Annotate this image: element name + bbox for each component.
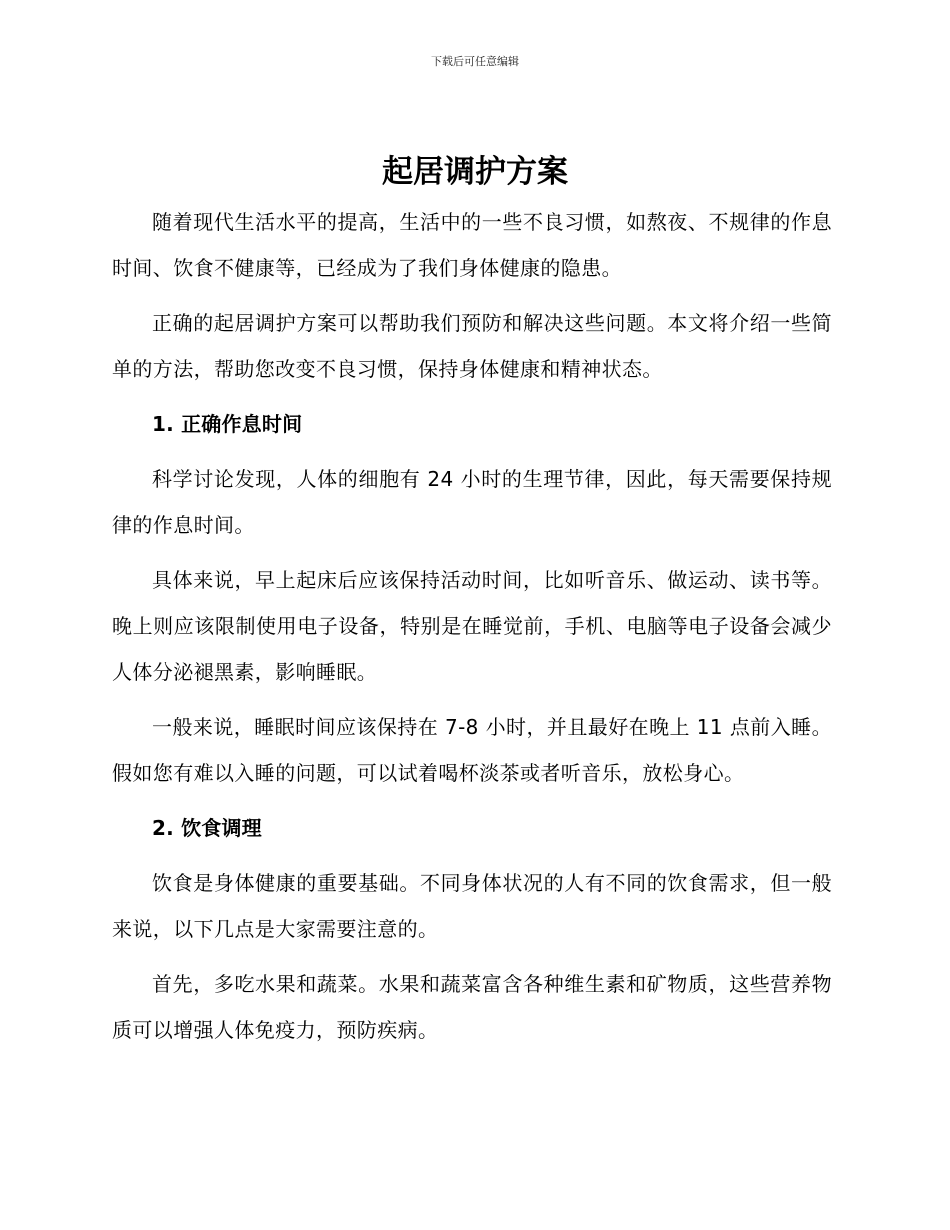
section-2-paragraph-1: 饮食是身体健康的重要基础。不同身体状况的人有不同的饮食需求，但一般来说，以下几点是大家需要注意的。 xyxy=(112,871,832,941)
section-heading-sleep-schedule: 1. 正确作息时间 xyxy=(152,412,303,436)
page-title: 起居调护方案 xyxy=(382,154,568,190)
intro-paragraph-2: 正确的起居调护方案可以帮助我们预防和解决这些问题。本文将介绍一些简单的方法，帮助您改变不良习惯，保持身体健康和精神状态。 xyxy=(112,311,832,381)
document-body xyxy=(112,199,832,1062)
intro-paragraph-1: 随着现代生活水平的提高，生活中的一些不良习惯，如熬夜、不规律的作息时间、饮食不健康等，已经成为了我们身体健康的隐患。 xyxy=(112,210,832,280)
header-note: 下载后可任意编辑 xyxy=(431,55,519,68)
section-heading-diet: 2. 饮食调理 xyxy=(152,816,262,840)
section-2-paragraph-2: 首先，多吃水果和蔬菜。水果和蔬菜富含各种维生素和矿物质，这些营养物质可以增强人体免疫力，预防疾病。 xyxy=(112,972,832,1042)
section-1-paragraph-2: 具体来说，早上起床后应该保持活动时间，比如听音乐、做运动、读书等。晚上则应该限制使用电子设备，特别是在睡觉前，手机、电脑等电子设备会减少人体分泌褪黑素，影响睡眠。 xyxy=(112,568,832,684)
section-1-paragraph-3: 一般来说，睡眠时间应该保持在 7-8 小时，并且最好在晚上 11 点前入睡。假如您有难以入睡的问题，可以试着喝杯淡茶或者听音乐，放松身心。 xyxy=(112,715,832,785)
section-1-paragraph-1: 科学讨论发现，人体的细胞有 24 小时的生理节律，因此，每天需要保持规律的作息时间。 xyxy=(112,467,832,537)
